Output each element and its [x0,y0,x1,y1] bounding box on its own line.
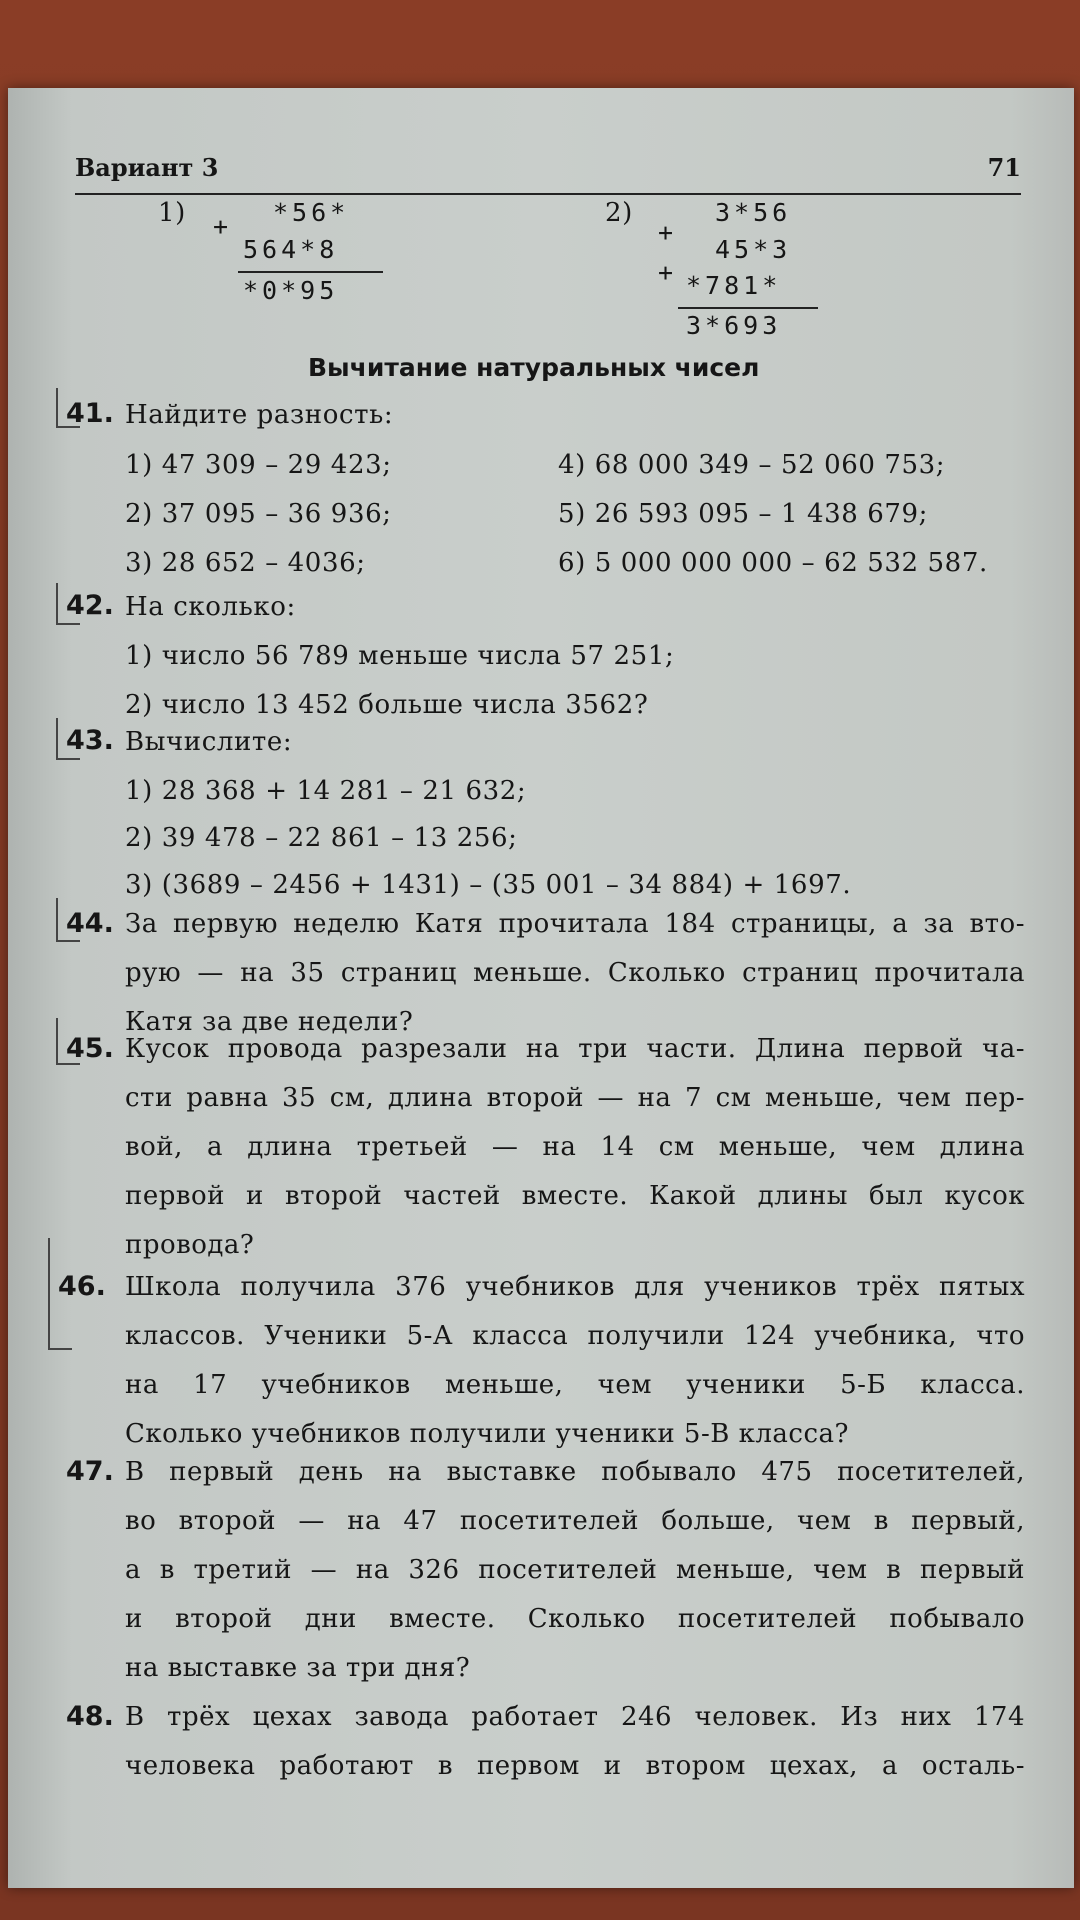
task-46-line: на 17 учебников меньше, чем ученики 5-Б класса. [125,1370,1025,1400]
task-47-number: 47. [66,1456,114,1487]
task-46-text [125,1263,1025,1459]
puzzle-1-sum-line [238,271,383,273]
puzzle-2-sum-line [678,307,818,309]
puzzle-1-result: *0*95 [243,276,339,305]
puzzle-2-operator-2: + [658,258,678,287]
puzzle-2-row-2: 45*3 [715,235,792,264]
task-45-line: Кусок провода разрезали на три части. Длина первой ча- [125,1034,1025,1064]
task-45-text [125,1025,1025,1270]
puzzle-2-row-1: 3*56 [715,198,792,227]
task-46-line: классов. Ученики 5-А класса получили 124 учебника, что [125,1321,1025,1351]
page-number: 71 [987,153,1021,182]
task-42-title: На сколько: [125,592,296,622]
task-41-title: Найдите разность: [125,400,394,430]
page-header [75,153,1021,195]
puzzle-1-operator: + [213,212,233,241]
task-43-number: 43. [66,725,114,756]
puzzle-1-row-1: *56* [273,198,350,227]
task-46-number: 46. [58,1271,106,1302]
task-41-number: 41. [66,398,114,429]
puzzle-2-operator-1: + [658,218,678,247]
task-47-line: а в третий — на 326 посетителей меньше, чем в первый [125,1555,1025,1585]
task-47-line: В первый день на выставке побывало 475 посетителей, [125,1457,1025,1487]
task-43-item-2: 2) 39 478 – 22 861 – 13 256; [125,823,518,853]
task-42-item-2: 2) число 13 452 больше числа 3562? [125,690,649,720]
task-44-line: За первую неделю Катя прочитала 184 страницы, а за вто- [125,909,1025,939]
task-45-line: провода? [125,1230,255,1260]
task-46-line: Школа получила 376 учебников для учеников трёх пятых [125,1272,1025,1302]
textbook-page [8,88,1074,1888]
task-41-item-2: 2) 37 095 – 36 936; [125,499,392,529]
task-41-item-6: 6) 5 000 000 000 – 62 532 587. [558,548,988,578]
task-47-text [125,1448,1025,1693]
task-41-item-4: 4) 68 000 349 – 52 060 753; [558,450,946,480]
variant-label: Вариант 3 [75,153,219,182]
task-48-line: человека работают в первом и втором цехах, а осталь- [125,1751,1025,1781]
puzzle-2-result: 3*693 [686,311,782,340]
task-48-text [125,1693,1025,1791]
task-45-number: 45. [66,1033,114,1064]
task-48-line: В трёх цехах завода работает 246 человек. Из них 174 [125,1702,1025,1732]
task-47-line: и второй дни вместе. Сколько посетителей побывало [125,1604,1025,1634]
task-44-line: рую — на 35 страниц меньше. Сколько страниц прочитала [125,958,1025,988]
task-45-line: вой, а длина третьей — на 14 см меньше, чем длина [125,1132,1025,1162]
task-45-line: первой и второй частей вместе. Какой длины был кусок [125,1181,1025,1211]
task-44-line: Катя за две недели? [125,1007,414,1037]
puzzle-2-row-3: *781* [686,271,782,300]
puzzle-2-label: 2) [605,198,633,228]
task-47-line: во второй — на 47 посетителей больше, чем в первый, [125,1506,1025,1536]
task-45-line: сти равна 35 см, длина второй — на 7 см меньше, чем пер- [125,1083,1025,1113]
task-47-line: на выставке за три дня? [125,1653,471,1683]
task-41-item-3: 3) 28 652 – 4036; [125,548,366,578]
task-43-title: Вычислите: [125,727,293,757]
section-title: Вычитание натуральных чисел [308,353,760,382]
task-46-line: Сколько учебников получили ученики 5-В класса? [125,1419,849,1449]
puzzle-1-label: 1) [158,198,186,228]
puzzle-1-row-2: 564*8 [243,235,339,264]
task-44-number: 44. [66,908,114,939]
task-41-item-1: 1) 47 309 – 29 423; [125,450,392,480]
task-42-item-1: 1) число 56 789 меньше числа 57 251; [125,641,675,671]
task-42-number: 42. [66,590,114,621]
task-48-number: 48. [66,1701,114,1732]
task-43-item-3: 3) (3689 – 2456 + 1431) – (35 001 – 34 884) + 1697. [125,870,852,900]
task-43-item-1: 1) 28 368 + 14 281 – 21 632; [125,776,527,806]
task-41-item-5: 5) 26 593 095 – 1 438 679; [558,499,929,529]
